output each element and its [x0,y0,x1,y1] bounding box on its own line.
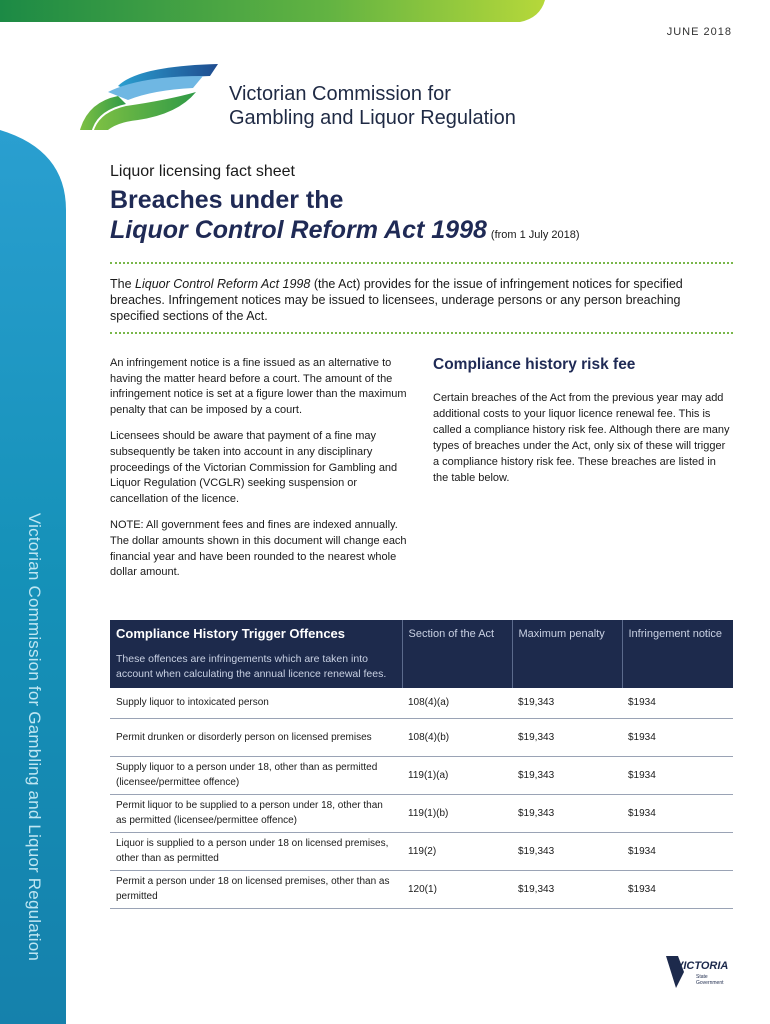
notice-cell: $1934 [622,870,733,908]
dotted-divider-bottom [110,332,733,334]
table-description: These offences are infringements which are taken into account when calculating the annual licence renewal fees. [116,653,387,680]
col-max-label: Maximum penalty [518,628,605,640]
victoria-wordmark: VICTORIA [676,960,729,972]
page-title-line1: Breaches under the [110,186,344,214]
risk-fee-heading: Compliance history risk fee [433,356,636,373]
left-paragraph-1: An infringement notice is a fine issued as an alternative to having the matter heard before a court. The amount of the infringement notice is set at a figure lower than the maximum penalty that can be imposed by a court. [110,357,407,416]
notice-cell: $1934 [622,756,733,794]
table-header-max [512,620,622,688]
table-header-offence [110,620,402,688]
col-notice-label: Infringement notice [628,628,723,640]
fact-sheet-kicker: Liquor licensing fact sheet [110,163,295,180]
max-penalty-cell: $19,343 [512,756,622,794]
org-name-line1: Victorian Commission for [229,83,451,105]
table-row [110,718,733,756]
offence-cell: Permit drunken or disorderly person on licensed premises [110,718,402,756]
section-cell: 119(2) [402,832,512,870]
section-cell: 108(4)(b) [402,718,512,756]
page-title-act: Liquor Control Reform Act 1998 [110,216,487,244]
vcglr-logo-mark [78,62,223,132]
col-section-label: Section of the Act [408,628,495,640]
notice-cell: $1934 [622,688,733,718]
intro-pre: The [110,277,136,291]
dotted-divider-top [110,262,733,264]
table-title: Compliance History Trigger Offences [116,626,346,641]
left-column [110,356,410,592]
left-paragraph-2: Licensees should be aware that payment of a fine may subsequently be taken into account in any disciplinary proceedings of the Victorian Commission for Gambling and Liquor Regulation (VCGLR) seeking suspension or cancellation of the licence. [110,430,398,505]
section-cell: 119(1)(b) [402,794,512,832]
org-name-line2: Gambling and Liquor Regulation [229,107,516,129]
table-header-section [402,620,512,688]
intro-act-name: Liquor Control Reform Act 1998 [135,277,311,291]
notice-cell: $1934 [622,718,733,756]
intro-paragraph [110,276,733,324]
victoria-government-logo [664,954,734,990]
page-title-line2 [110,216,580,245]
top-gradient-bar [0,0,545,22]
table-row [110,756,733,794]
max-penalty-cell: $19,343 [512,688,622,718]
notice-cell: $1934 [622,794,733,832]
table-row [110,870,733,908]
notice-cell: $1934 [622,832,733,870]
offence-cell: Liquor is supplied to a person under 18 on licensed premises, other than as permitted [110,832,402,870]
right-column [433,356,733,486]
max-penalty-cell: $19,343 [512,832,622,870]
max-penalty-cell: $19,343 [512,794,622,832]
table-row [110,794,733,832]
table-header-notice [622,620,733,688]
section-cell: 119(1)(a) [402,756,512,794]
section-cell: 108(4)(a) [402,688,512,718]
offence-cell: Supply liquor to intoxicated person [110,688,402,718]
offence-cell: Permit liquor to be supplied to a person under 18, other than as permitted (licensee/permittee offence) [110,794,402,832]
table-row [110,688,733,718]
intro-post: (the Act) provides for the issue of infringement notices for specified breaches. Infringement notices may be issued to licensees, underage persons or any person breaching specified sections of the Act. [110,277,683,323]
page-title-suffix: (from 1 July 2018) [490,229,580,241]
publication-date: JUNE 2018 [666,26,732,38]
max-penalty-cell: $19,343 [512,718,622,756]
sidebar-org-name: Victorian Commission for Gambling and Liquor Regulation [25,512,44,962]
max-penalty-cell: $19,343 [512,870,622,908]
left-paragraph-note: NOTE: All government fees and fines are indexed annually. The dollar amounts shown in this document will change each financial year and have been rounded to the nearest whole dollar amount. [110,519,407,579]
victoria-sub1: State [696,974,708,980]
table-row [110,832,733,870]
victoria-sub2: Government [696,980,724,986]
section-cell: 120(1) [402,870,512,908]
risk-fee-body: Certain breaches of the Act from the previous year may add additional costs to your liquor licence renewal fee. This is called a compliance history risk fee. Although there are many types of breaches under the Act, only six of these will trigger a compliance history risk fee. These breaches are listed in the table below. [433,392,730,484]
trigger-offences-table [110,620,733,909]
offence-cell: Permit a person under 18 on licensed premises, other than as permitted [110,870,402,908]
offence-cell: Supply liquor to a person under 18, other than as permitted (licensee/permittee offence) [110,756,402,794]
table-header-row [110,620,733,688]
org-name [229,82,516,130]
